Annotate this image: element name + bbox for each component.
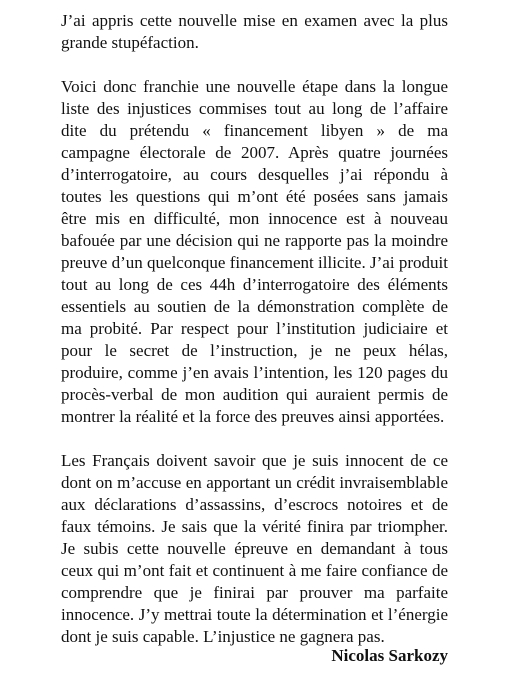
signature: Nicolas Sarkozy: [331, 646, 448, 665]
paragraph-intro: J’ai appris cette nouvelle mise en examen avec la plus grande stupéfaction.: [61, 11, 448, 52]
paragraph-body: Voici donc franchie une nouvelle étape dans la longue liste des injustices commises tout au long de l’affaire dite du prétendu « financement libyen » de ma campagne électorale de 2007. Après quatre journées d’interrogatoire, au cours desquelles j’ai répondu à toutes les questions qui m’ont été posées sans jamais être mis en difficulté, mon innocence est à nouveau bafouée par une décision qui ne rapporte pas la moindre preuve d’un quelconque financement illicite. J’ai produit tout au long de ces 44h d’interrogatoire des éléments essentiels au soutien de la démonstration complète de ma probité. Par respect pour l’institution judiciaire et pour le secret de l’instruction, je ne peux hélas, produire, comme j’en avais l’intention, les 120 pages du procès-verbal de mon audition qui auraient permis de montrer la réalité et la force des preuves ainsi apportées.: [61, 77, 448, 426]
paragraph-conclusion: Les Français doivent savoir que je suis innocent de ce dont on m’accuse en apportant un crédit invraisemblable aux déclarations d’assassins, d’escrocs notoires et de faux témoins. Je sais que la vérité finira par triompher. Je subis cette nouvelle épreuve en demandant à tous ceux qui m’ont fait et continuent à me faire confiance de comprendre que je finirai par prouver ma parfaite innocence. J’y mettrai toute la détermination et l’énergie dont je suis capable. L’injustice ne gagnera pas.: [61, 451, 448, 646]
